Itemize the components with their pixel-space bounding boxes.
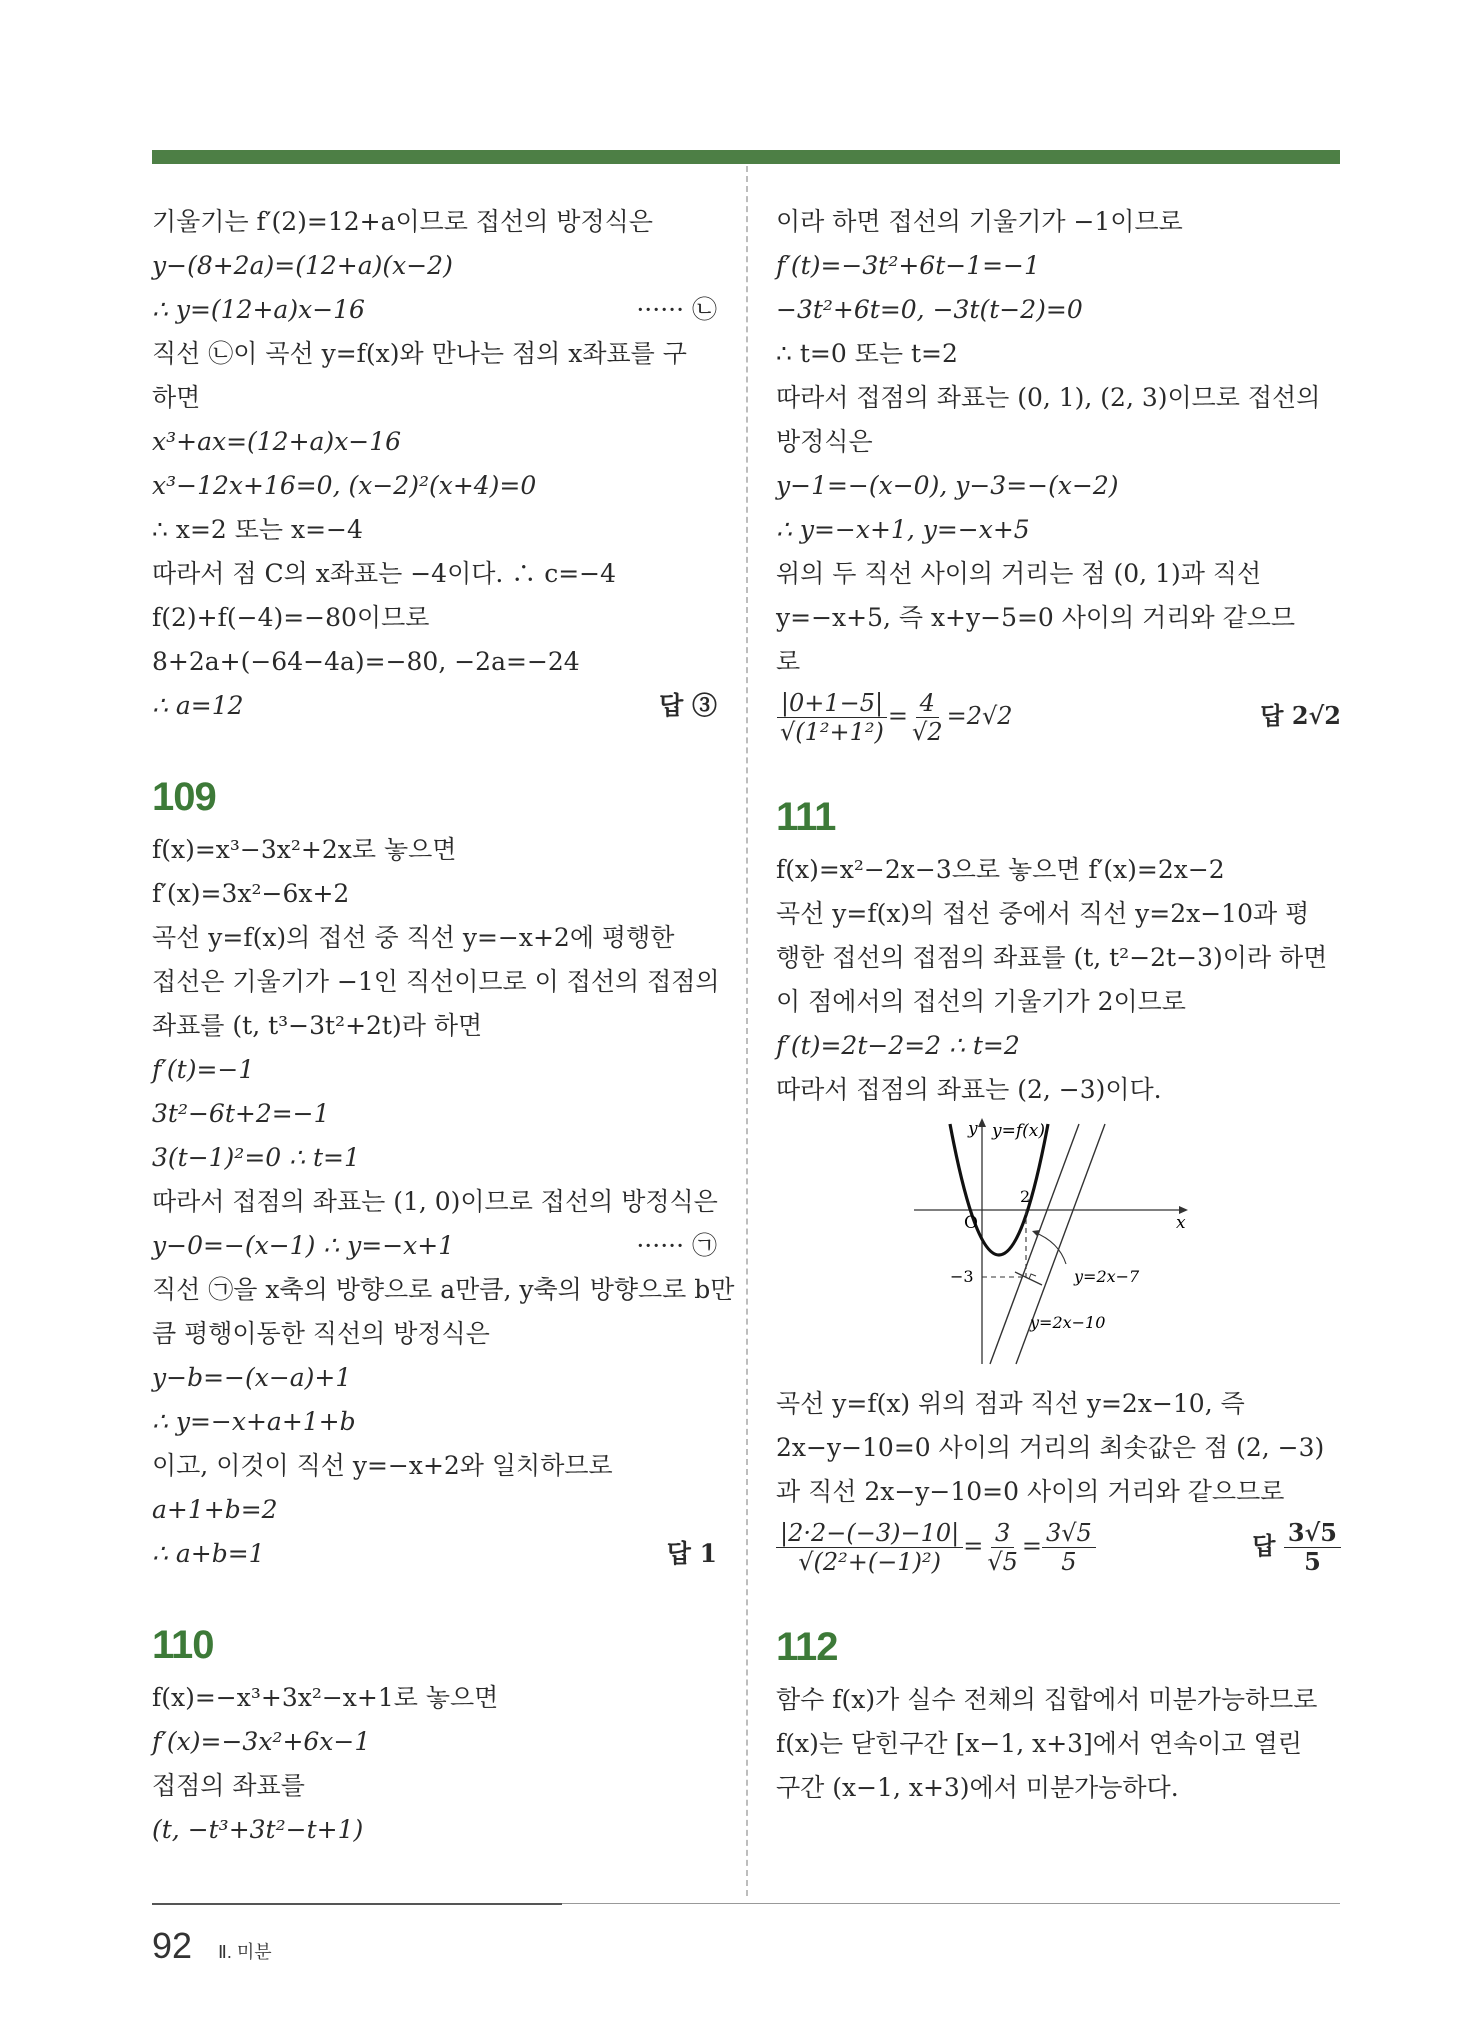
- text-line: ∴ a=12 답 ③: [152, 684, 717, 728]
- problem-number-112: 112: [776, 1625, 838, 1669]
- equation-marker: ······ ㉡: [636, 295, 717, 324]
- text-line: 곡선 y=f(x) 위의 점과 직선 y=2x−10, 즉: [776, 1389, 1245, 1418]
- right-column: [776, 200, 1341, 1810]
- left-column: [152, 200, 735, 1852]
- parabola-graph: [912, 1114, 1192, 1376]
- text-line: (t, −t³+3t²−t+1): [152, 1815, 364, 1844]
- fraction: $\frac{3√5}{5}$: [1284, 1519, 1341, 1576]
- tangent-figure: [776, 1114, 1341, 1376]
- text-line: y−0=−(x−1) ∴ y=−x+1 ······ ㉠: [152, 1224, 717, 1268]
- problem-number-111: 111: [776, 795, 836, 839]
- text-line: y−b=−(x−a)+1: [152, 1363, 352, 1392]
- answer: 답 $\frac{3√5}{5}$: [1252, 1514, 1341, 1578]
- text-line: f(x)=x²−2x−3으로 놓으면 f′(x)=2x−2: [776, 855, 1225, 884]
- chapter-label: Ⅱ. 미분: [218, 1942, 272, 1962]
- fraction: $\frac{|0+1-5|}{\text{√(1²+1²)}}$: [776, 689, 888, 746]
- header-bar: [152, 150, 1340, 164]
- right-angle-mark: [1029, 1274, 1036, 1279]
- tick-label-x: 2: [1020, 1187, 1031, 1206]
- text-line: 행한 접선의 접점의 좌표를 (t, t²−2t−3)이라 하면: [776, 943, 1328, 972]
- text-line: 3t²−6t+2=−1: [152, 1099, 330, 1128]
- text-line: f′(t)=−3t²+6t−1=−1: [776, 251, 1040, 280]
- text-line: ∴ y=−x+a+1+b: [152, 1407, 356, 1436]
- text-line: 접점의 좌표를: [152, 1771, 305, 1800]
- text-line: 큼 평행이동한 직선의 방정식은: [152, 1319, 490, 1348]
- curve-label: y=f(x): [992, 1121, 1045, 1141]
- text-line: 과 직선 2x−y−10=0 사이의 거리와 같으므로: [776, 1477, 1285, 1506]
- fraction: $\frac{|2\cdot 2-(-3)-10|}{\text{√(2²+(−1)²)}}$: [776, 1519, 963, 1576]
- text-line: f′(x)=−3x²+6x−1: [152, 1727, 371, 1756]
- text-line: 따라서 접점의 좌표는 (0, 1), (2, 3)이므로 접선의: [776, 383, 1321, 412]
- fraction: $\frac{4}{√2}$: [912, 689, 943, 746]
- text-line: f(x)는 닫힌구간 [x−1, x+3]에서 연속이고 열린: [776, 1729, 1302, 1758]
- text-line: ∴ a+b=1 답 1: [152, 1532, 717, 1576]
- text-line: f(2)+f(−4)=−80이므로: [152, 603, 430, 632]
- text-line: y−1=−(x−0), y−3=−(x−2): [776, 471, 1119, 500]
- parabola-curve: [950, 1124, 1048, 1255]
- text-line: f(x)=x³−3x²+2x로 놓으면: [152, 835, 457, 864]
- text-line: ∴ x=2 또는 x=−4: [152, 515, 363, 544]
- perpendicular-segment: [1015, 1272, 1042, 1285]
- problem-number-110: 110: [152, 1623, 214, 1667]
- text-line: x³−12x+16=0, (x−2)²(x+4)=0: [152, 471, 537, 500]
- text-line: 2x−y−10=0 사이의 거리의 최솟값은 점 (2, −3): [776, 1433, 1325, 1462]
- equation-marker: ······ ㉠: [636, 1231, 717, 1260]
- text-line: 따라서 접점의 좌표는 (2, −3)이다.: [776, 1075, 1162, 1104]
- footer-rule: [152, 1903, 562, 1905]
- text-line: f′(t)=−1: [152, 1055, 255, 1084]
- text-line: 접선은 기울기가 −1인 직선이므로 이 접선의 접점의: [152, 967, 720, 996]
- origin-label: O: [964, 1213, 978, 1233]
- text-line: ∴ y=(12+a)x−16 ······ ㉡: [152, 288, 717, 332]
- text-line: 기울기는 f′(2)=12+a이므로 접선의 방정식은: [152, 207, 653, 236]
- label-pointer: [1034, 1232, 1066, 1264]
- line-label-2: y=2x−10: [1030, 1313, 1106, 1332]
- fraction: $\frac{3}{√5}$: [987, 1519, 1018, 1576]
- text-line: 구간 (x−1, x+3)에서 미분가능하다.: [776, 1773, 1179, 1802]
- text-line: a+1+b=2: [152, 1495, 278, 1524]
- y-axis-arrow: [978, 1118, 986, 1127]
- text-line: 좌표를 (t, t³−3t²+2t)라 하면: [152, 1011, 483, 1040]
- text-line: y−(8+2a)=(12+a)(x−2): [152, 251, 453, 280]
- text-line: 3(t−1)²=0 ∴ t=1: [152, 1143, 360, 1172]
- x-axis-label: x: [1176, 1213, 1186, 1233]
- column-divider: [746, 166, 748, 1896]
- text-line: ∴ t=0 또는 t=2: [776, 339, 958, 368]
- text-line: 곡선 y=f(x)의 접선 중 직선 y=−x+2에 평행한: [152, 923, 675, 952]
- text-line: 이라 하면 접선의 기울기가 −1이므로: [776, 207, 1183, 236]
- answer: 답 ③: [659, 691, 717, 720]
- text-line: 따라서 접점의 좌표는 (1, 0)이므로 접선의 방정식은: [152, 1187, 718, 1216]
- text-line: 이고, 이것이 직선 y=−x+2와 일치하므로: [152, 1451, 613, 1480]
- text-line: −3t²+6t=0, −3t(t−2)=0: [776, 295, 1083, 324]
- answer: 답 1: [666, 1539, 717, 1568]
- distance-formula: $\frac{|0+1-5|}{\text{√(1²+1²)}}$ = $\frac{4}{√2}$ =2√2 답 2√2: [776, 684, 1341, 748]
- text-line: 위의 두 직선 사이의 거리는 점 (0, 1)과 직선: [776, 559, 1262, 588]
- line-label-1: y=2x−7: [1074, 1267, 1140, 1286]
- text-line: 직선 ㉠을 x축의 방향으로 a만큼, y축의 방향으로 b만: [152, 1275, 735, 1304]
- text-line: f′(x)=3x²−6x+2: [152, 879, 350, 908]
- text-line: 곡선 y=f(x)의 접선 중에서 직선 y=2x−10과 평: [776, 899, 1310, 928]
- text-line: f(x)=−x³+3x²−x+1로 놓으면: [152, 1683, 499, 1712]
- text-line: 이 점에서의 접선의 기울기가 2이므로: [776, 987, 1186, 1016]
- tick-label-y: −3: [950, 1267, 974, 1286]
- text-line: 하면: [152, 383, 201, 412]
- text-line: 8+2a+(−64−4a)=−80, −2a=−24: [152, 647, 580, 676]
- footer-rule: [562, 1903, 1340, 1904]
- y-axis-label: y: [968, 1119, 978, 1139]
- text-line: ∴ y=−x+1, y=−x+5: [776, 515, 1030, 544]
- text-line: y=−x+5, 즉 x+y−5=0 사이의 거리와 같으므: [776, 603, 1296, 632]
- text-line: 직선 ㉡이 곡선 y=f(x)와 만나는 점의 x좌표를 구: [152, 339, 687, 368]
- problem-number-109: 109: [152, 775, 216, 819]
- distance-formula: $\frac{|2\cdot 2-(-3)-10|}{\text{√(2²+(−1)²)}}$ = $\frac{3}{√5}$ = $\frac{3√5}{5}$ 답 $\frac{3√5}{5}$: [776, 1514, 1341, 1578]
- text-line: f′(t)=2t−2=2 ∴ t=2: [776, 1031, 1020, 1060]
- page-number: 92: [152, 1925, 193, 1966]
- text-line: 방정식은: [776, 427, 873, 456]
- text-line: 로: [776, 647, 801, 676]
- answer: 답 2√2: [1260, 701, 1341, 730]
- text-line: 따라서 점 C의 x좌표는 −4이다. ∴ c=−4: [152, 559, 617, 588]
- text-line: 함수 f(x)가 실수 전체의 집합에서 미분가능하므로: [776, 1685, 1318, 1714]
- fraction: $\frac{3√5}{5}$: [1042, 1519, 1096, 1576]
- text-line: x³+ax=(12+a)x−16: [152, 427, 402, 456]
